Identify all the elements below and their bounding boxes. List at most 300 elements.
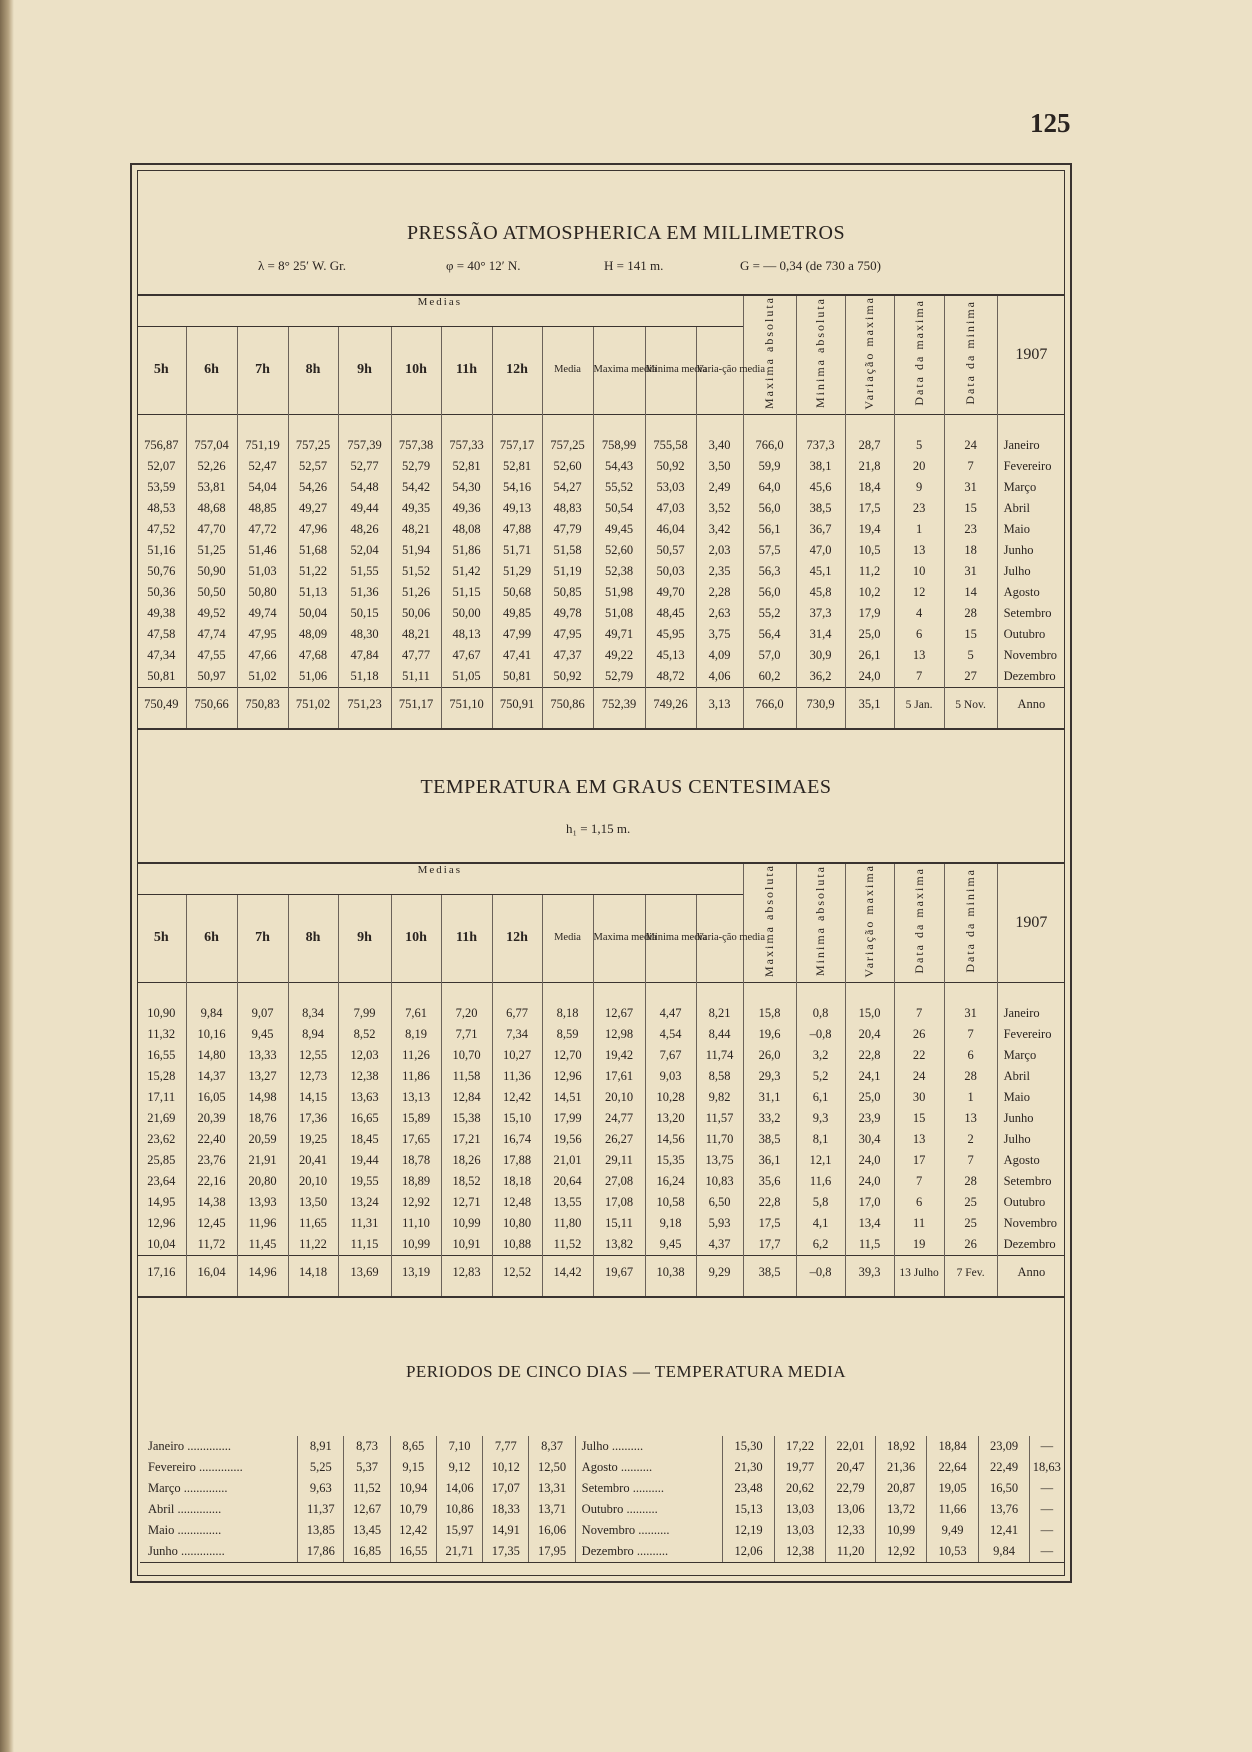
period-value: 19,77 [775, 1457, 825, 1478]
value-cell: 52,04 [338, 540, 391, 561]
value-cell: 18,76 [237, 1108, 288, 1129]
rule-cell [441, 1290, 492, 1297]
temperature-param-height: h₁ = 1,15 m. [566, 821, 631, 836]
period-value: — [1029, 1478, 1064, 1499]
table-row [137, 1150, 1065, 1171]
value-cell: 47,84 [338, 645, 391, 666]
value-cell: 21,69 [147, 1110, 176, 1125]
value-cell: 20,59 [237, 1129, 288, 1150]
period-row [140, 1436, 1064, 1457]
value-cell: 11,70 [696, 1129, 743, 1150]
value-cell: 11,32 [147, 1026, 176, 1041]
period-value: 17,22 [775, 1436, 825, 1457]
value-cell: 2,03 [696, 540, 743, 561]
header-cell [894, 863, 944, 982]
value-cell: 48,45 [645, 603, 696, 624]
value-cell: 12,73 [288, 1066, 338, 1087]
period-month-label: Julho .......... [575, 1436, 722, 1457]
table-row [137, 1066, 1065, 1087]
value-cell: 50,57 [645, 540, 696, 561]
value-cell: 7,99 [338, 1003, 391, 1024]
value-cell: 55,52 [593, 477, 645, 498]
value-cell: 52,60 [593, 540, 645, 561]
period-value: 12,50 [529, 1457, 575, 1478]
period-value: 10,79 [390, 1499, 436, 1520]
value-cell: 49,36 [441, 498, 492, 519]
value-cell: 20,10 [288, 1171, 338, 1192]
rule-cell [845, 722, 894, 729]
header-cell [696, 327, 766, 414]
period-value: 19,05 [926, 1478, 979, 1499]
header-label: 7h [255, 930, 270, 946]
annual-value: 14,96 [237, 1255, 288, 1290]
value-cell: 11,5 [845, 1234, 894, 1256]
value-cell: 50,00 [441, 603, 492, 624]
value-cell: 4,37 [696, 1234, 743, 1256]
value-cell: 8,44 [696, 1024, 743, 1045]
spacer-cell [338, 414, 391, 435]
spacer-cell [696, 414, 743, 435]
period-value: 13,03 [775, 1520, 825, 1541]
value-cell: 20,39 [186, 1108, 237, 1129]
value-cell: 47,55 [186, 645, 237, 666]
value-cell: 24,0 [845, 666, 894, 688]
rule-cell [237, 1290, 288, 1297]
value-cell: 50,15 [338, 603, 391, 624]
value-cell: 10,91 [441, 1234, 492, 1256]
value-cell: 737,3 [796, 435, 845, 456]
header-label: 8h [305, 930, 321, 946]
table-row [137, 477, 1065, 498]
header-cell [288, 895, 338, 982]
value-cell: 50,81 [492, 666, 542, 688]
value-cell: 13,55 [542, 1192, 593, 1213]
value-cell: 16,65 [338, 1108, 391, 1129]
period-row [140, 1478, 1064, 1499]
month-cell: Junho [997, 1108, 1065, 1129]
table-row [137, 1171, 1065, 1192]
value-cell: 14,98 [237, 1087, 288, 1108]
value-cell: 7,67 [645, 1045, 696, 1066]
value-cell: 24,0 [845, 1171, 894, 1192]
value-cell: 16,74 [492, 1129, 542, 1150]
rule-cell [894, 1290, 944, 1297]
value-cell: 38,1 [796, 456, 845, 477]
month-cell: Maio [997, 1087, 1065, 1108]
period-value: 14,06 [436, 1478, 482, 1499]
month-cell: Agosto [997, 582, 1065, 603]
value-cell: 6 [944, 1045, 997, 1066]
header-label: 11h [455, 362, 477, 378]
period-value: 17,35 [483, 1541, 529, 1563]
annual-value: 730,9 [796, 687, 845, 722]
value-cell: 50,92 [645, 456, 696, 477]
period-value: 12,92 [876, 1541, 926, 1563]
annual-value: 751,02 [288, 687, 338, 722]
value-cell: 10,27 [492, 1045, 542, 1066]
period-value: 15,13 [722, 1499, 775, 1520]
period-month-label: Janeiro .............. [148, 1439, 231, 1453]
month-name: Janeiro [148, 1439, 185, 1453]
value-cell: 48,83 [542, 498, 593, 519]
value-cell: 51,19 [542, 561, 593, 582]
period-value: 17,07 [483, 1478, 529, 1499]
value-cell: 28,7 [845, 435, 894, 456]
value-cell: 22,16 [186, 1171, 237, 1192]
value-cell: 52,81 [492, 456, 542, 477]
value-cell: 12,42 [492, 1087, 542, 1108]
period-month-label: Fevereiro .............. [148, 1460, 243, 1474]
spacer-cell [237, 982, 288, 1003]
value-cell: 10,70 [441, 1045, 492, 1066]
spacer-row [137, 414, 1065, 435]
value-cell: 33,2 [743, 1108, 796, 1129]
rule-cell [237, 722, 288, 729]
month-cell: Julho [997, 1129, 1065, 1150]
value-cell: 14,38 [186, 1192, 237, 1213]
table-row [137, 1129, 1065, 1150]
value-cell: 53,03 [645, 477, 696, 498]
value-cell: 9,07 [237, 1003, 288, 1024]
header-cell [186, 895, 237, 982]
value-cell: 51,42 [441, 561, 492, 582]
period-value: 13,03 [775, 1499, 825, 1520]
value-cell: 50,03 [645, 561, 696, 582]
value-cell: 766,0 [743, 435, 796, 456]
value-cell: 14 [944, 582, 997, 603]
value-cell: 26,0 [743, 1045, 796, 1066]
value-cell: 57,5 [743, 540, 796, 561]
value-cell: 54,16 [492, 477, 542, 498]
month-name: Março [148, 1481, 181, 1495]
value-cell: 16,24 [645, 1171, 696, 1192]
month-cell: Agosto [997, 1150, 1065, 1171]
header-cell [237, 895, 288, 982]
spacer-cell [743, 414, 796, 435]
header-label: Minima absoluta [813, 865, 828, 977]
table-row [137, 1087, 1065, 1108]
header-label: Media [554, 364, 581, 376]
value-cell: 28 [944, 603, 997, 624]
value-cell: 47,95 [542, 624, 593, 645]
period-value: 8,65 [390, 1436, 436, 1457]
value-cell: 47,67 [441, 645, 492, 666]
spacer-cell [645, 982, 696, 1003]
value-cell: 7,71 [441, 1024, 492, 1045]
value-cell: 35,6 [743, 1171, 796, 1192]
header-label: Media [554, 932, 581, 944]
header-cell [137, 895, 186, 982]
value-cell: 13,13 [391, 1087, 441, 1108]
period-value: 13,76 [979, 1499, 1029, 1520]
value-cell: 17,0 [845, 1192, 894, 1213]
table-row [137, 582, 1065, 603]
rule-cell [288, 1290, 338, 1297]
value-cell: 50,06 [391, 603, 441, 624]
table-row [137, 1192, 1065, 1213]
value-cell: 12 [894, 582, 944, 603]
temperature-title: TEMPERATURA EM GRAUS CENTESIMAES [420, 776, 832, 798]
value-cell: 25,85 [147, 1152, 176, 1167]
value-cell: 27 [944, 666, 997, 688]
annual-row [137, 1255, 1065, 1290]
period-value: 12,67 [344, 1499, 390, 1520]
value-cell: 12,96 [542, 1066, 593, 1087]
bottom-rule [137, 722, 1065, 729]
period-value: 13,06 [825, 1499, 875, 1520]
rule-cell [845, 1290, 894, 1297]
value-cell: 9,03 [645, 1066, 696, 1087]
header-label: 12h [506, 930, 528, 946]
header-cell [492, 327, 542, 414]
header-label: Maxima media [593, 932, 657, 944]
value-cell: 13 [894, 645, 944, 666]
value-cell: 51,22 [288, 561, 338, 582]
value-cell: 14,51 [542, 1087, 593, 1108]
period-value: 9,84 [979, 1541, 1029, 1563]
header-cell [796, 295, 845, 414]
value-cell: 11,58 [441, 1066, 492, 1087]
annual-value: 10,38 [645, 1255, 696, 1290]
spacer-cell [894, 982, 944, 1003]
month-name: Novembro [581, 1523, 636, 1537]
value-cell: 6 [894, 624, 944, 645]
value-cell: 49,85 [492, 603, 542, 624]
period-value: 7,77 [483, 1436, 529, 1457]
period-row [140, 1520, 1064, 1541]
spacer-cell [338, 982, 391, 1003]
month-cell: Janeiro [997, 1003, 1065, 1024]
table-row [137, 645, 1065, 666]
value-cell: 45,1 [796, 561, 845, 582]
value-cell: 47,58 [147, 626, 176, 641]
value-cell: 11,15 [338, 1234, 391, 1256]
value-cell: 52,79 [593, 666, 645, 688]
value-cell: 28 [944, 1171, 997, 1192]
period-value: 11,66 [926, 1499, 979, 1520]
value-cell: 54,42 [391, 477, 441, 498]
spacer-cell [743, 982, 796, 1003]
period-value: 12,38 [775, 1541, 825, 1563]
header-label: Varia-ção media [696, 364, 766, 376]
value-cell: 8,1 [796, 1129, 845, 1150]
annual-value: 17,16 [137, 1255, 186, 1290]
period-value: 18,92 [876, 1436, 926, 1457]
value-cell: 4,06 [696, 666, 743, 688]
value-cell: 27,08 [593, 1171, 645, 1192]
month-cell: Novembro [997, 1213, 1065, 1234]
value-cell: 48,68 [186, 498, 237, 519]
value-cell: 54,26 [288, 477, 338, 498]
table-row [137, 456, 1065, 477]
period-value: 22,49 [979, 1457, 1029, 1478]
annual-value: 35,1 [845, 687, 894, 722]
value-cell: 48,21 [391, 519, 441, 540]
period-value: — [1029, 1541, 1064, 1563]
value-cell: 17 [894, 1150, 944, 1171]
value-cell: 22,40 [186, 1129, 237, 1150]
rule-cell [997, 1290, 1065, 1297]
month-name: Maio [148, 1523, 175, 1537]
value-cell: 5,93 [696, 1213, 743, 1234]
period-month-label: Setembro .......... [575, 1478, 722, 1499]
value-cell: 13,24 [338, 1192, 391, 1213]
spacer-cell [237, 414, 288, 435]
period-value: 12,33 [825, 1520, 875, 1541]
pressure-param-latitude: φ = 40° 12′ N. [446, 258, 521, 273]
period-value: 18,63 [1029, 1457, 1064, 1478]
rule-cell [391, 722, 441, 729]
value-cell: 23 [894, 498, 944, 519]
value-cell: 11,26 [391, 1045, 441, 1066]
header-label: Data da minima [963, 868, 978, 974]
value-cell: 4 [894, 603, 944, 624]
value-cell: 7 [894, 1003, 944, 1024]
rule-cell [137, 1290, 186, 1297]
value-cell: 14,15 [288, 1087, 338, 1108]
rule-cell [997, 722, 1065, 729]
value-cell: 18,89 [391, 1171, 441, 1192]
value-cell: 51,94 [391, 540, 441, 561]
value-cell: 47,41 [492, 645, 542, 666]
pressure-table [137, 294, 1065, 730]
value-cell: 0,8 [796, 1003, 845, 1024]
period-value: 17,95 [529, 1541, 575, 1563]
value-cell: 6 [894, 1192, 944, 1213]
value-cell: –0,8 [796, 1024, 845, 1045]
value-cell: 19,25 [288, 1129, 338, 1150]
value-cell: 7 [944, 1024, 997, 1045]
rule-cell [338, 1290, 391, 1297]
period-value: 9,12 [436, 1457, 482, 1478]
bottom-rule [137, 1290, 1065, 1297]
value-cell: 30 [894, 1087, 944, 1108]
month-name: Dezembro [581, 1544, 634, 1558]
month-cell: Abril [997, 498, 1065, 519]
header-label: Minima media [645, 932, 708, 944]
period-value: 12,42 [390, 1520, 436, 1541]
value-cell: 17,11 [147, 1089, 176, 1104]
annual-value: 13 Julho [894, 1255, 944, 1290]
annual-value: 14,18 [288, 1255, 338, 1290]
period-value: 8,37 [529, 1436, 575, 1457]
medias-row [137, 295, 1065, 327]
value-cell: 56,1 [743, 519, 796, 540]
value-cell: 13,82 [593, 1234, 645, 1256]
rule-cell [593, 1290, 645, 1297]
period-value: 13,72 [876, 1499, 926, 1520]
value-cell: 6,2 [796, 1234, 845, 1256]
value-cell: 25,0 [845, 1087, 894, 1108]
header-cell [542, 327, 593, 414]
value-cell: 31 [944, 561, 997, 582]
value-cell: 48,85 [237, 498, 288, 519]
value-cell: 50,76 [147, 563, 176, 578]
value-cell: 17,88 [492, 1150, 542, 1171]
annual-value: 751,17 [391, 687, 441, 722]
header-label: Maxima absoluta [762, 864, 777, 978]
annual-value: 750,91 [492, 687, 542, 722]
value-cell: 17,61 [593, 1066, 645, 1087]
value-cell: 7 [944, 456, 997, 477]
value-cell: 31,4 [796, 624, 845, 645]
value-cell: 758,99 [593, 435, 645, 456]
month-cell: Outubro [997, 1192, 1065, 1213]
value-cell: 30,4 [845, 1129, 894, 1150]
value-cell: 757,38 [391, 435, 441, 456]
rule-cell [894, 722, 944, 729]
value-cell: 19,56 [542, 1129, 593, 1150]
header-label: Data da maxima [911, 867, 926, 975]
value-cell: 10,04 [147, 1236, 176, 1251]
value-cell: 12,45 [186, 1213, 237, 1234]
value-cell: 1 [944, 1087, 997, 1108]
header-label: 10h [405, 930, 427, 946]
period-value: 5,25 [298, 1457, 344, 1478]
header-label: 5h [153, 930, 169, 946]
value-cell: 53,81 [186, 477, 237, 498]
spacer-cell [186, 982, 237, 1003]
header-cell [593, 895, 657, 982]
value-cell: 5,2 [796, 1066, 845, 1087]
value-cell: 52,79 [391, 456, 441, 477]
value-cell: 11,52 [542, 1234, 593, 1256]
header-cell [542, 895, 593, 982]
value-cell: 8,18 [542, 1003, 593, 1024]
value-cell: 12,92 [391, 1192, 441, 1213]
annual-value: 19,67 [593, 1255, 645, 1290]
value-cell: 36,2 [796, 666, 845, 688]
period-value: 23,09 [979, 1436, 1029, 1457]
spacer-cell [441, 414, 492, 435]
value-cell: 13,63 [338, 1087, 391, 1108]
value-cell: 51,46 [237, 540, 288, 561]
value-cell: 8,19 [391, 1024, 441, 1045]
value-cell: 10,2 [845, 582, 894, 603]
value-cell: 4,09 [696, 645, 743, 666]
value-cell: 29,11 [593, 1150, 645, 1171]
value-cell: 52,60 [542, 456, 593, 477]
value-cell: 56,4 [743, 624, 796, 645]
value-cell: 19,6 [743, 1024, 796, 1045]
header-cell [796, 863, 845, 982]
rule-cell [186, 722, 237, 729]
value-cell: 20 [894, 456, 944, 477]
value-cell: 50,04 [288, 603, 338, 624]
month-cell: Outubro [997, 624, 1065, 645]
value-cell: 55,2 [743, 603, 796, 624]
rule-cell [542, 722, 593, 729]
value-cell: 30,9 [796, 645, 845, 666]
month-cell: Maio [997, 519, 1065, 540]
value-cell: 31 [944, 1003, 997, 1024]
value-cell: 47,79 [542, 519, 593, 540]
value-cell: 4,47 [645, 1003, 696, 1024]
header-label: Variação maxima [862, 864, 877, 978]
value-cell: 47,68 [288, 645, 338, 666]
period-value: 22,01 [825, 1436, 875, 1457]
value-cell: 8,21 [696, 1003, 743, 1024]
year-label: 1907 [1015, 345, 1048, 363]
value-cell: 50,92 [542, 666, 593, 688]
value-cell: 10,16 [186, 1024, 237, 1045]
value-cell: 49,45 [593, 519, 645, 540]
value-cell: 6,50 [696, 1192, 743, 1213]
header-cell [441, 895, 492, 982]
month-cell: Anno [997, 687, 1065, 722]
rule-cell [944, 722, 997, 729]
value-cell: 15,38 [441, 1108, 492, 1129]
